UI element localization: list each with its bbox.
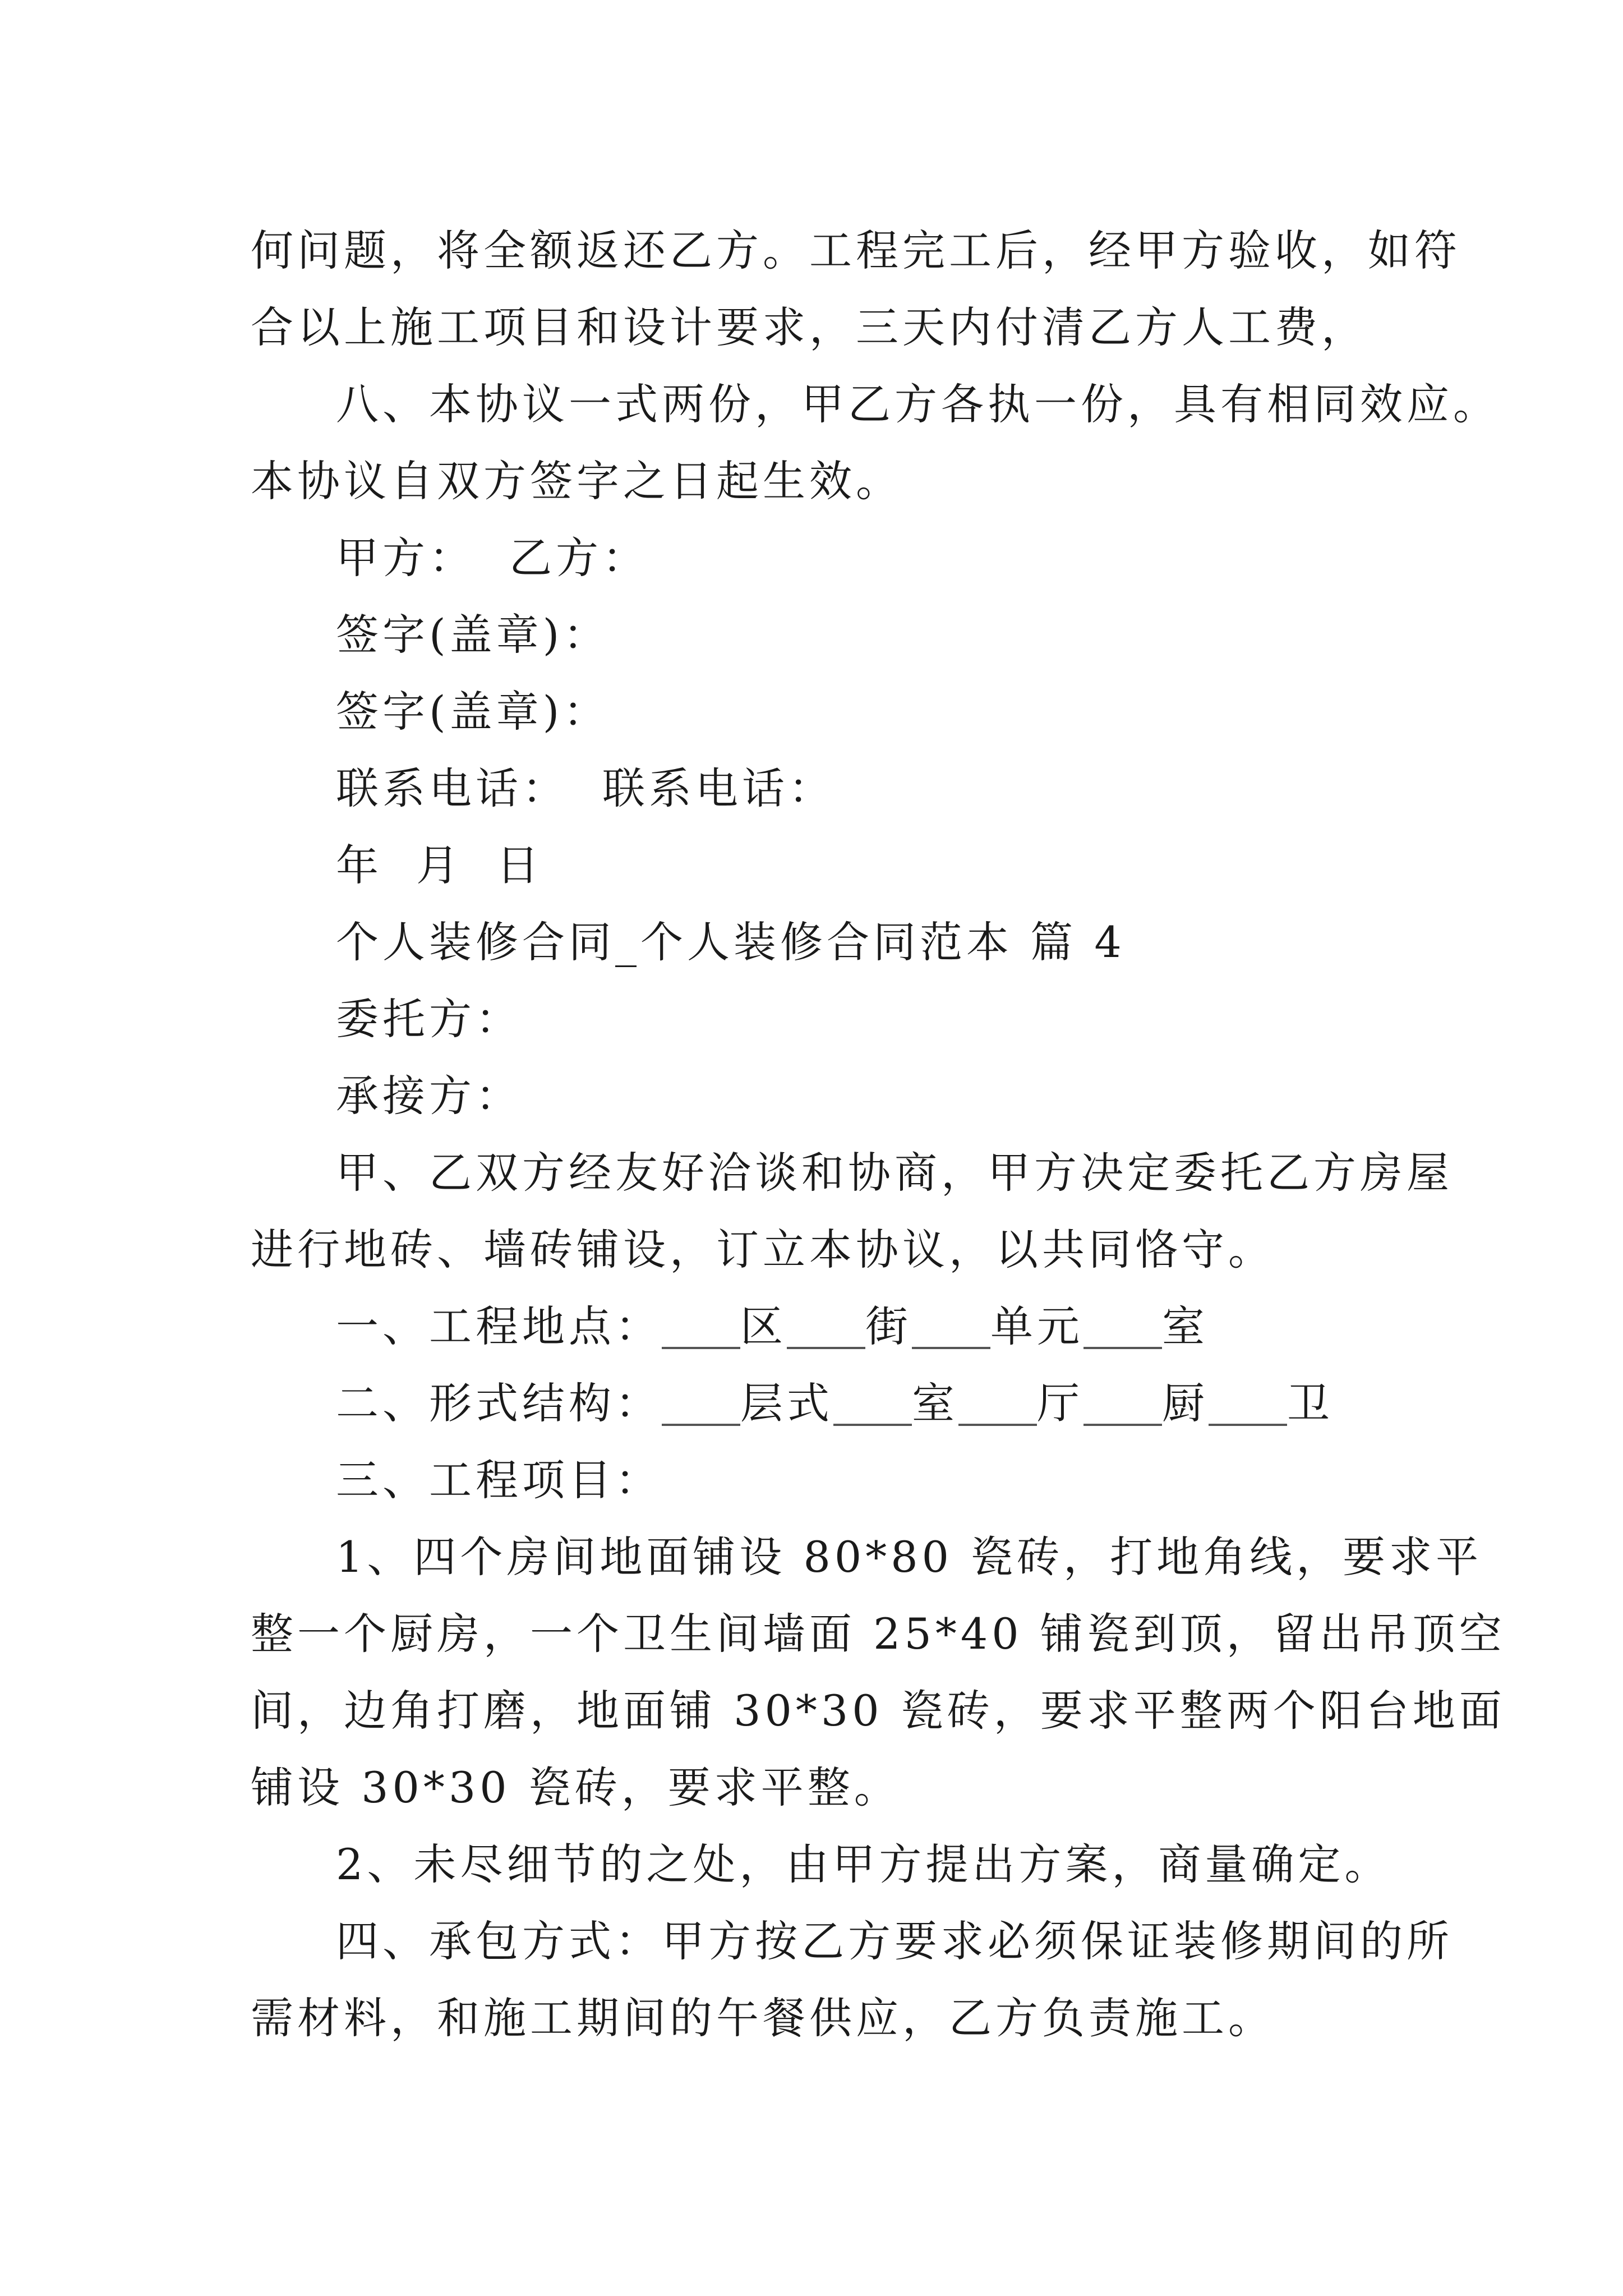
fill-blank xyxy=(662,1347,740,1349)
phone-a-label: 联系电话： xyxy=(336,763,569,813)
party-a-label: 甲方： xyxy=(336,533,476,583)
section-heading: 个人装修合同_个人装修合同范本 篇 4 xyxy=(336,917,1126,967)
fill-blank xyxy=(958,1424,1037,1426)
fill-blank xyxy=(662,1424,740,1426)
location-line xyxy=(251,1288,1384,1365)
text-line: 何问题，将全额返还乙方。工程完工后，经甲方验收，如符 xyxy=(251,226,1461,275)
fill-blank xyxy=(1083,1424,1162,1426)
contractor-label: 承接方： xyxy=(336,1071,522,1121)
date-year: 年 xyxy=(336,840,382,890)
text-line: 本协议自双方签字之日起生效。 xyxy=(251,456,902,506)
clause-eight: 八、本协议一式两份，甲乙方各执一份，具有相同效应。 xyxy=(336,379,1500,429)
structure-unit: 室 xyxy=(912,1378,958,1428)
structure-unit: 层式 xyxy=(740,1378,833,1428)
text-line: 合以上施工项目和设计要求，三天内付清乙方人工费， xyxy=(251,302,1368,352)
party-line xyxy=(251,519,1384,596)
text-line: 间，边角打磨，地面铺 30*30 瓷砖，要求平整两个阳台地面 xyxy=(251,1686,1506,1736)
structure-line xyxy=(251,1365,1384,1442)
structure-label: 二、形式结构： xyxy=(336,1378,662,1428)
location-unit: 室 xyxy=(1162,1301,1209,1351)
client-label: 委托方： xyxy=(336,994,522,1044)
structure-unit: 卫 xyxy=(1287,1378,1334,1428)
text-line: 甲、乙双方经友好洽谈和协商，甲方决定委托乙方房屋 xyxy=(336,1148,1453,1198)
signature-line-b: 签字(盖章)： xyxy=(336,687,610,737)
location-label: 一、工程地点： xyxy=(336,1301,662,1351)
date-line xyxy=(251,827,1384,904)
document-body xyxy=(251,212,1506,2056)
structure-unit: 厅 xyxy=(1037,1378,1083,1428)
party-b-label: 乙方： xyxy=(509,533,649,583)
location-unit: 区 xyxy=(740,1301,787,1351)
date-month: 月 xyxy=(416,840,463,890)
signature-line-a: 签字(盖章)： xyxy=(336,610,610,660)
text-line: 进行地砖、墙砖铺设，订立本协议，以共同恪守。 xyxy=(251,1225,1275,1274)
location-unit: 街 xyxy=(865,1301,912,1351)
phone-b-label: 联系电话： xyxy=(602,763,835,813)
text-line: 1、四个房间地面铺设 80*80 瓷砖，打地角线，要求平 xyxy=(336,1532,1483,1582)
fill-blank xyxy=(1083,1347,1162,1349)
structure-unit: 厨 xyxy=(1162,1378,1209,1428)
location-unit: 单元 xyxy=(990,1301,1083,1351)
fill-blank xyxy=(1209,1424,1287,1426)
text-line: 2、未尽细节的之处，由甲方提出方案，商量确定。 xyxy=(336,1839,1391,1889)
fill-blank xyxy=(912,1347,990,1349)
project-heading: 三、工程项目： xyxy=(336,1455,662,1505)
fill-blank xyxy=(833,1424,912,1426)
text-line: 需材料，和施工期间的午餐供应，乙方负责施工。 xyxy=(251,1993,1275,2043)
text-line: 整一个厨房，一个卫生间墙面 25*40 铺瓷到顶，留出吊顶空 xyxy=(251,1609,1506,1659)
text-line: 铺设 30*30 瓷砖，要求平整。 xyxy=(251,1763,901,1812)
date-day: 日 xyxy=(496,840,543,890)
text-line: 四、承包方式：甲方按乙方要求必须保证装修期间的所 xyxy=(336,1916,1453,1966)
fill-blank xyxy=(787,1347,865,1349)
phone-line xyxy=(251,750,1384,827)
